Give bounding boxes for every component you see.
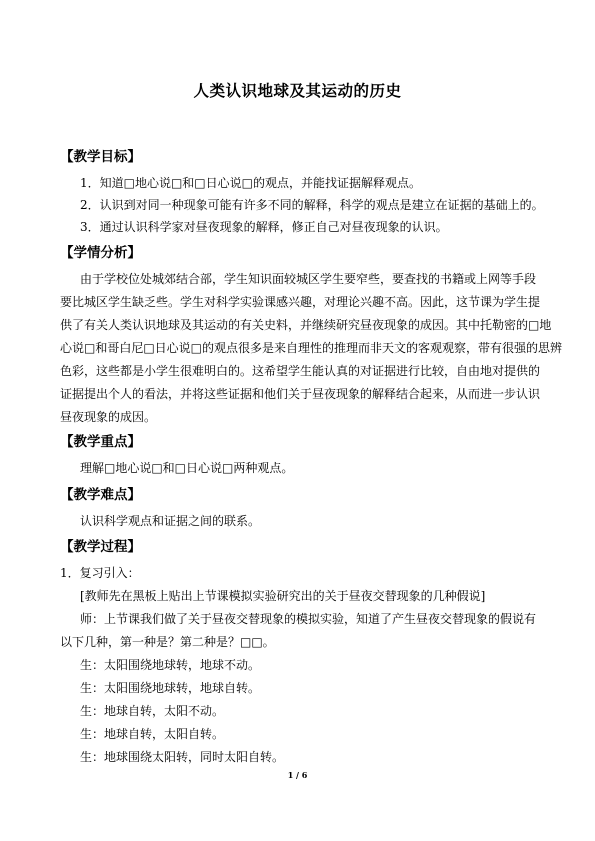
page-number: 1 / 6	[287, 770, 308, 780]
analysis-line: 证据提出个人的看法，并将这些证据和他们关于昼夜现象的解释结合起来，从而进一步认识	[60, 387, 541, 401]
analysis-line: 要比城区学生缺乏些。学生对科学实验课感兴趣，对理论兴趣不高。因此，这节课为学生提	[60, 295, 541, 309]
process-line: 师：上节课我们做了关于昼夜交替现象的模拟实验，知道了产生昼夜交替现象的假说有	[80, 612, 537, 626]
analysis-line: 色彩，这些都是小学生很难明白的。这希望学生能认真的对证据进行比较，自由地对提供的	[60, 364, 541, 378]
process-line: 以下几种，第一种是？第二种是？□□。	[60, 635, 275, 649]
process-line: 生：太阳围绕地球转，地球不动。	[80, 658, 261, 672]
process-line: [教师先在黑板上贴出上节课模拟实验研究出的关于昼夜交替现象的几种假说]	[80, 589, 486, 603]
process-step: 1．复习引入：	[60, 566, 140, 580]
section-heading-goals: 【教学目标】	[60, 149, 141, 165]
section-heading-difficulties: 【教学难点】	[60, 487, 141, 503]
difficulties-text: 认识科学观点和证据之间的联系。	[80, 514, 261, 528]
key-points-text: 理解□地心说□和□日心说□两种观点。	[80, 461, 294, 475]
process-line: 生：地球围绕太阳转，同时太阳自转。	[80, 750, 285, 764]
process-line: 生：地球自转，太阳自转。	[80, 727, 225, 741]
process-line: 生：地球自转，太阳不动。	[80, 704, 225, 718]
analysis-line: 供了有关人类认识地球及其运动的有关史料，并继续研究昼夜现象的成因。其中托勒密的□地	[60, 318, 552, 332]
process-line: 生：太阳围绕地球转，地球自转。	[80, 681, 261, 695]
goal-item: 3．通过认识科学家对昼夜现象的解释，修正自己对昼夜现象的认识。	[80, 220, 448, 234]
analysis-line: 心说□和哥白尼□日心说□的观点很多是来自理性的推理而非天文的客观观察，带有很强的思辨	[60, 341, 563, 355]
section-heading-process: 【教学过程】	[60, 539, 141, 555]
section-heading-analysis: 【学情分析】	[60, 245, 141, 261]
analysis-line: 昼夜现象的成因。	[60, 410, 157, 424]
document-title: 人类认识地球及其运动的历史	[193, 81, 402, 100]
goal-item: 2．认识到对同一种现象可能有许多不同的解释，科学的观点是建立在证据的基础上的。	[80, 198, 544, 212]
goal-item: 1．知道□地心说□和□日心说□的观点，并能找证据解释观点。	[80, 176, 421, 190]
analysis-line: 由于学校位处城郊结合部，学生知识面较城区学生要窄些，要查找的书籍或上网等手段	[80, 272, 537, 286]
section-heading-key-points: 【教学重点】	[60, 434, 141, 450]
